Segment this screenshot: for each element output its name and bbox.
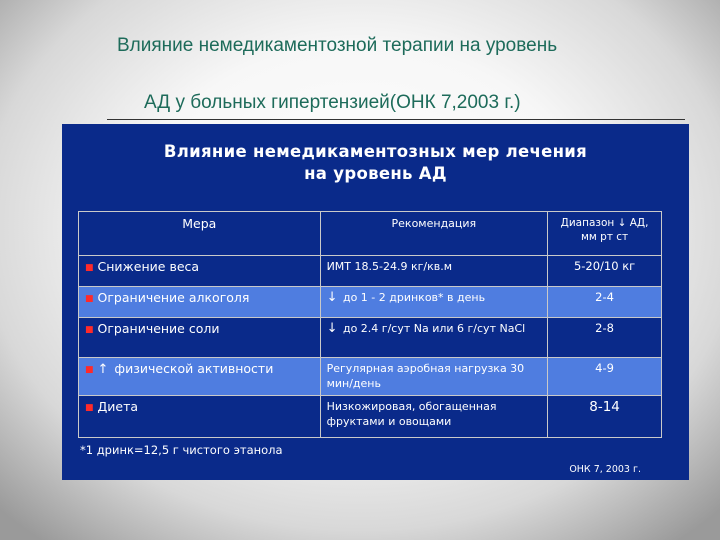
table-row — [79, 287, 662, 318]
header-measure: Мера — [79, 212, 321, 256]
recommendation-cell: Низкожировая, обогащенная фруктами и овощами — [320, 396, 548, 438]
range-cell: 5-20/10 кг — [548, 256, 662, 287]
measure-cell — [79, 256, 321, 287]
range-cell: 2-4 — [548, 287, 662, 318]
down-arrow-icon: ↓ — [326, 290, 338, 305]
panel-title-line2: на уровень АД — [304, 164, 447, 183]
recommendation-cell — [320, 287, 548, 318]
down-arrow-icon: ↓ — [326, 321, 338, 336]
up-arrow-icon: ↑ — [97, 362, 109, 377]
measure-label: Ограничение соли — [97, 321, 220, 336]
table-row — [79, 396, 662, 438]
range-cell: 2-8 — [548, 318, 662, 358]
header-range: Диапазон ↓ АД, мм рт ст — [548, 212, 662, 256]
therapy-table — [78, 211, 662, 438]
recommendation-cell: ИМТ 18.5-24.9 кг/кв.м — [320, 256, 548, 287]
recommendation-text: до 1 - 2 дринков* в день — [342, 291, 486, 304]
recommendation-cell — [320, 318, 548, 358]
title-underline — [107, 119, 685, 120]
table-row — [79, 318, 662, 358]
bullet-icon: ■ — [85, 294, 94, 304]
range-cell: 8-14 — [548, 396, 662, 438]
bullet-icon: ■ — [85, 403, 94, 413]
measure-label: Диета — [97, 399, 139, 414]
measure-cell — [79, 396, 321, 438]
measure-label: Ограничение алкоголя — [97, 290, 250, 305]
table-panel — [62, 124, 689, 480]
header-recommendation: Рекомендация — [320, 212, 548, 256]
table-header-row — [79, 212, 662, 256]
slide-title-line2: АД у больных гипертензией(ОНК 7,2003 г.) — [144, 92, 521, 113]
measure-cell — [79, 318, 321, 358]
panel-title-line1: Влияние немедикаментозных мер лечения — [163, 142, 588, 161]
footnote: *1 дринк=12,5 г чистого этанола — [80, 443, 283, 457]
source-label: ОНК 7, 2003 г. — [569, 464, 641, 475]
measure-label: Снижение веса — [97, 259, 200, 274]
table-row — [79, 256, 662, 287]
bullet-icon: ■ — [85, 325, 94, 335]
recommendation-cell: Регулярная аэробная нагрузка 30 мин/день — [320, 358, 548, 396]
bullet-icon: ■ — [85, 263, 94, 273]
measure-cell — [79, 358, 321, 396]
recommendation-text: до 2.4 г/сут Na или 6 г/сут NaCl — [342, 322, 526, 335]
table-row — [79, 358, 662, 396]
measure-label: физической активности — [114, 361, 274, 376]
bullet-icon: ■ — [85, 365, 94, 375]
range-cell: 4-9 — [548, 358, 662, 396]
slide-title-line1: Влияние немедикаментозной терапии на уровень — [117, 35, 558, 56]
measure-cell — [79, 287, 321, 318]
